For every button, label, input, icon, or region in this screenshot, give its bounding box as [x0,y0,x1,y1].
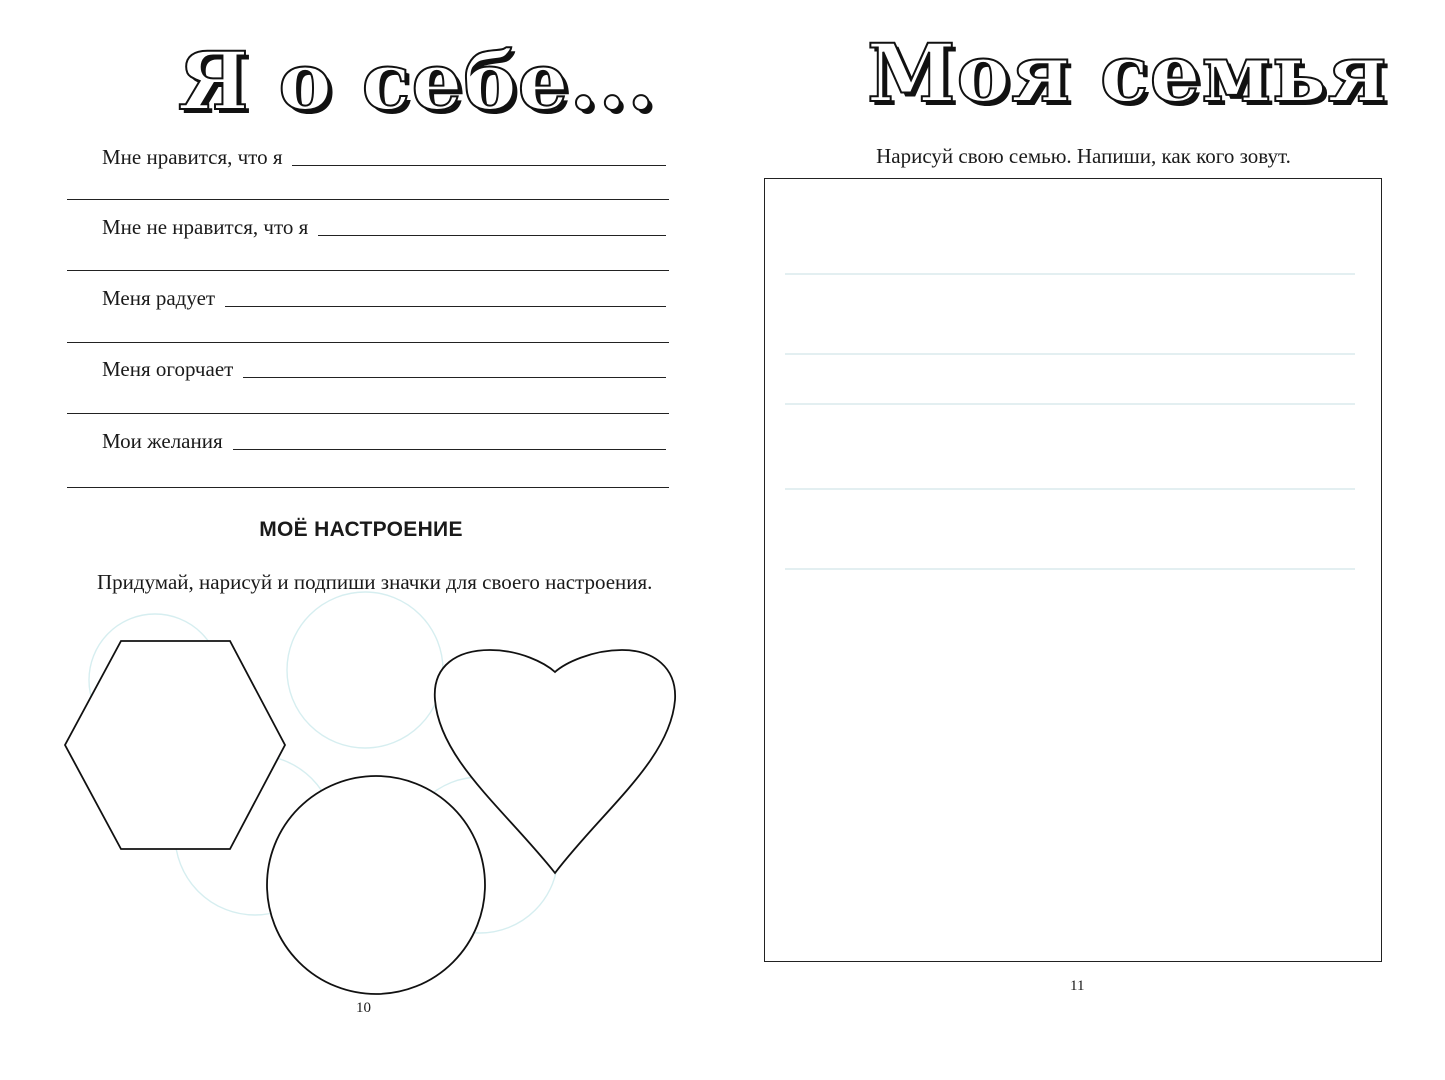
prompt-label: Мне нравится, что я [102,145,292,170]
prompt-label: Мои желания [102,429,233,454]
section-heading: МОЁ НАСТРОЕНИЕ [259,518,463,541]
bleed-through-marks [765,179,1379,959]
prompt-label: Меня радует [102,286,225,311]
prompt-label: Меня огорчает [102,357,243,382]
circle-shape[interactable] [267,776,485,994]
prompt-label: Мне не нравится, что я [102,215,318,240]
family-instructions: Нарисуй свою семью. Напиши, как кого зовут. [876,144,1291,168]
mood-shapes [0,0,722,1080]
right-page [722,0,1445,1080]
family-drawing-area[interactable] [764,178,1382,962]
mood-instructions: Придумай, нарисуй и подпиши значки для своего настроения. [97,570,653,594]
hexagon-shape[interactable] [65,641,285,849]
page-number: 10 [356,1000,371,1016]
page-title: Моя семья [867,26,1388,120]
page-number: 11 [1070,978,1085,994]
page-title: Я о себе... [178,34,657,128]
left-page [0,0,722,1080]
